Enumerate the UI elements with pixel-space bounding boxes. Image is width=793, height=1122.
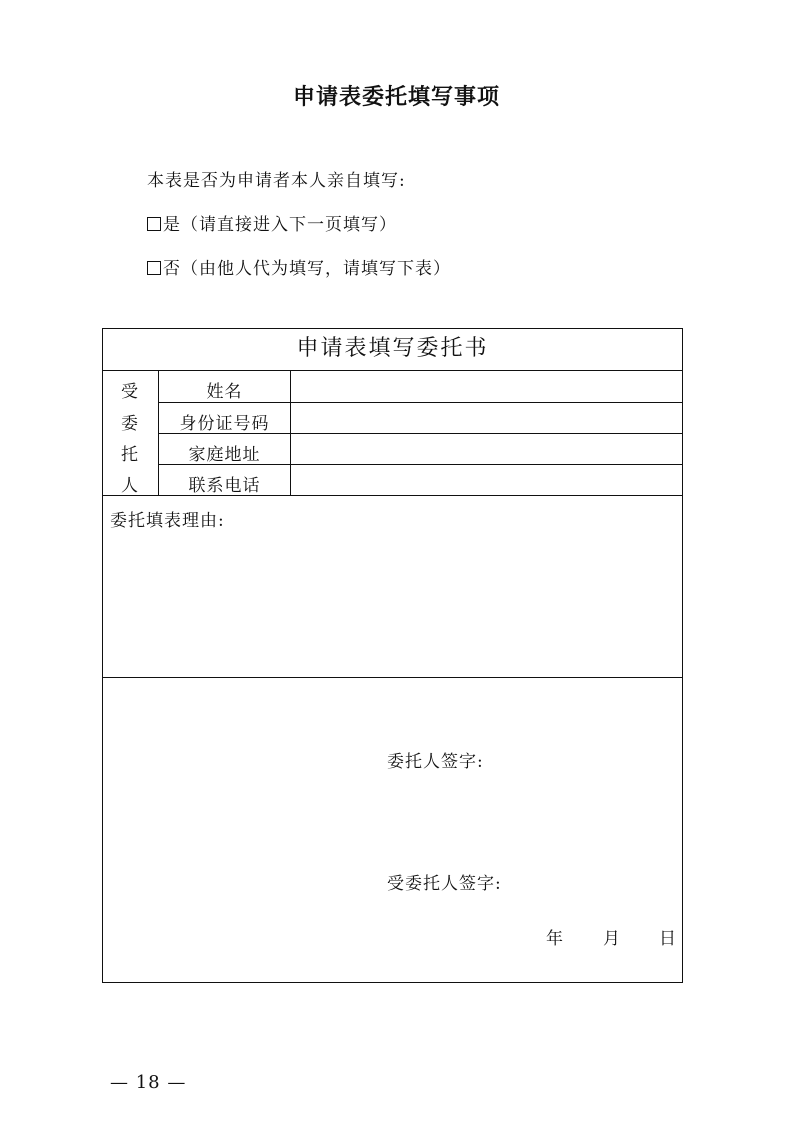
- field-label-name: 姓名: [206, 382, 243, 402]
- page-title: 申请表委托填写事项: [292, 85, 500, 110]
- intro-question: 本表是否为申请者本人亲自填写:: [147, 171, 406, 191]
- option-yes[interactable]: [147, 210, 397, 235]
- date-day: 日: [659, 929, 677, 949]
- page-number: — 18 —: [110, 1072, 187, 1093]
- side-label-char: 委: [121, 414, 139, 434]
- divider: [158, 402, 682, 403]
- date-month: 月: [603, 929, 621, 949]
- divider: [290, 370, 291, 495]
- field-label-phone: 联系电话: [188, 476, 261, 496]
- date-year: 年: [546, 929, 564, 949]
- checkbox-yes[interactable]: [147, 217, 161, 231]
- side-label-char: 受: [121, 382, 139, 402]
- side-label-char: 托: [121, 445, 139, 465]
- reason-label: 委托填表理由:: [110, 511, 225, 531]
- entrustor-signature-label: 委托人签字:: [387, 752, 484, 772]
- trustee-signature-label: 受委托人签字:: [387, 874, 502, 894]
- field-label-id-number: 身份证号码: [179, 414, 270, 434]
- divider: [103, 370, 682, 371]
- option-yes-label: 是（请直接进入下一页填写）: [163, 215, 397, 235]
- option-no-label: 否（由他人代为填写，请填写下表）: [163, 259, 451, 279]
- entrustment-form: [102, 328, 683, 983]
- field-label-address: 家庭地址: [188, 445, 261, 465]
- side-label-char: 人: [121, 476, 139, 496]
- option-no[interactable]: [147, 254, 451, 279]
- form-title: 申请表填写委托书: [296, 336, 489, 361]
- divider: [103, 677, 682, 678]
- reason-input[interactable]: [110, 531, 675, 671]
- checkbox-no[interactable]: [147, 261, 161, 275]
